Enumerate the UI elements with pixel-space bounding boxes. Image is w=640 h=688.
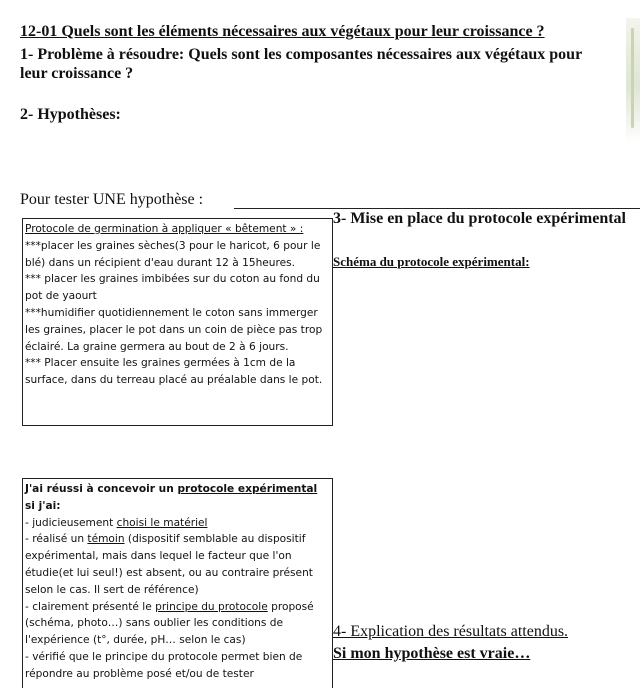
hypotheses-heading: 2- Hypothèses: <box>20 106 121 123</box>
tester-label: Pour tester UNE hypothèse : <box>20 191 204 208</box>
schema-label: Schéma du protocole expérimental: <box>333 254 530 269</box>
checklist-intro: J'ai réussi à concevoir un protocole expérimental si j'ai: <box>25 483 318 512</box>
protocol-heading: Protocole de germination à appliquer « bêtement » : <box>25 223 304 235</box>
section3-title: 3- Mise en place du protocole expérimental <box>333 210 626 227</box>
checklist-item: - réalisé un témoin (dispositif semblable au dispositif expérimental, mais dans lequel le facteur que l'on étudie(et lui seul!) est absent, ou au contraire présent selon le cas. Il sert de référence) <box>25 533 313 596</box>
checklist-item: - vérifié que le principe du protocole permet bien de répondre au problème posé et/ou de tester <box>25 650 303 680</box>
section4-title: 4- Explication des résultats attendus. <box>333 623 569 640</box>
protocol-step: *** placer les graines imbibées sur du coton au fond du pot de yaourt <box>25 273 320 303</box>
protocol-step: *** Placer ensuite les graines germées à 1cm de la surface, dans du terreau placé au préalable dans le pot. <box>25 357 323 387</box>
protocol-step: ***placer les graines sèches(3 pour le haricot, 6 pour le blé) dans un récipient d'eau durant 12 à 15heures. <box>25 239 321 269</box>
checklist-item: - clairement présenté le principe du protocole proposé (schéma, photo…) sans oublier les conditions de l'expérience (t°, durée, pH… selon le cas) <box>25 600 314 647</box>
protocol-step: ***humidifier quotidiennement le coton sans immerger les graines, placer le pot dans un coin de pièce pas trop éclairé. La graine germera au bout de 2 à 6 jours. <box>25 306 323 353</box>
protocol-box <box>22 218 333 426</box>
problem-statement: 1- Problème à résoudre: Quels sont les composantes nécessaires aux végétaux pour leur croissance ? <box>20 46 582 82</box>
if-hypothesis-true: Si mon hypothèse est vraie… <box>333 645 531 662</box>
page-title: 12-01 Quels sont les éléments nécessaires aux végétaux pour leur croissance ? <box>20 23 545 40</box>
checklist-box <box>22 478 333 688</box>
answer-line[interactable] <box>234 208 640 209</box>
corner-photo <box>626 18 640 143</box>
checklist-item: - judicieusement choisi le matériel <box>25 516 208 529</box>
